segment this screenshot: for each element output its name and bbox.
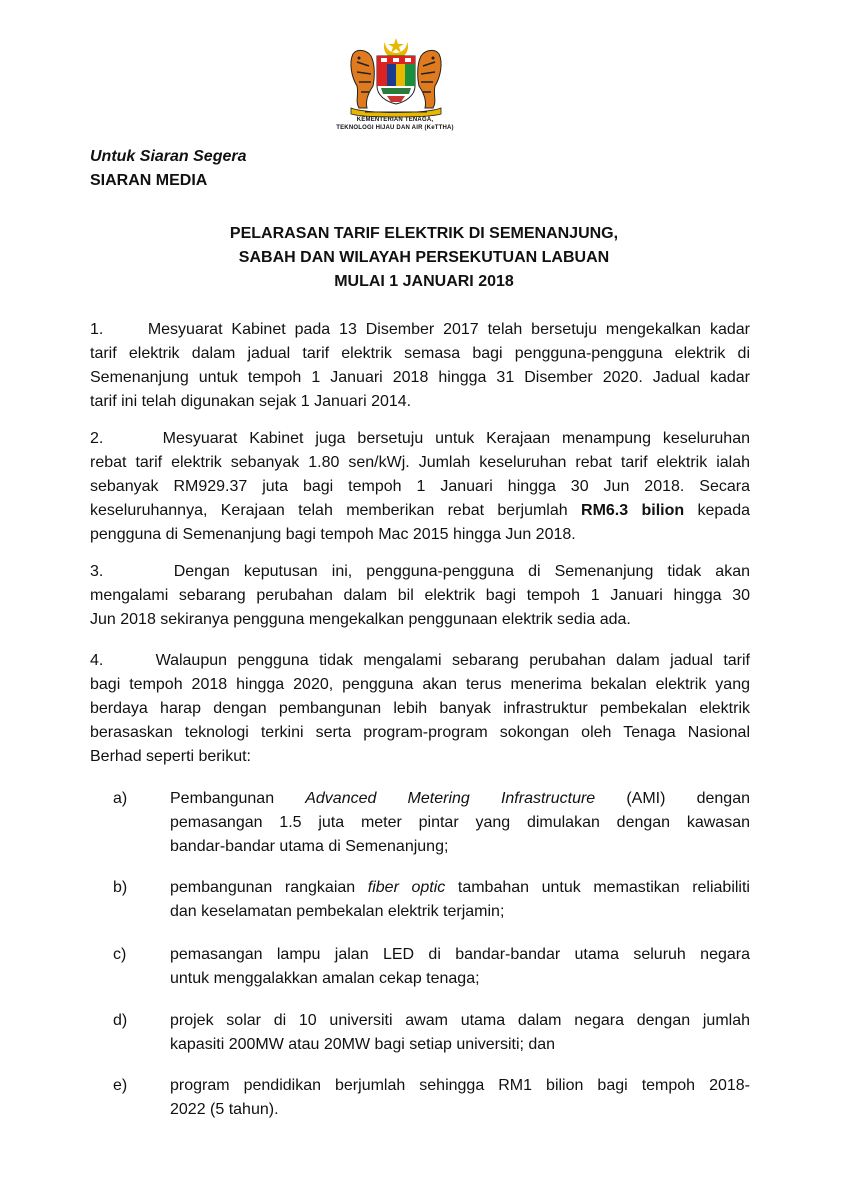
p4-line2: bagi tempoh 2018 hingga 2020, pengguna akan terus menerima bekalan elektrik yang bbox=[90, 676, 750, 693]
item-e-line2: 2022 (5 tahun). bbox=[170, 1101, 279, 1118]
item-b-line1-start: pembangunan rangkaian bbox=[170, 879, 368, 896]
p2-line2: rebat tarif elektrik sebanyak 1.80 sen/kWj. Jumlah keseluruhan rebat tarif elektrik ialah bbox=[90, 454, 750, 471]
p4-line3: berdaya harap dengan pembangunan lebih banyak infrastruktur pembekalan elektrik bbox=[90, 700, 750, 717]
item-a-line1-end: (AMI) dengan bbox=[595, 790, 750, 807]
media-release-label: SIARAN MEDIA bbox=[90, 172, 208, 189]
paragraph-2 bbox=[90, 427, 750, 547]
p1-line3: Semenanjung untuk tempoh 1 Januari 2018 hingga 31 Disember 2020. Jadual kadar bbox=[90, 369, 750, 386]
release-type-label: Untuk Siaran Segera bbox=[90, 148, 247, 165]
p1-line4: tarif ini telah digunakan sejak 1 Januari 2014. bbox=[90, 393, 412, 410]
paragraph-4 bbox=[90, 649, 750, 769]
title-line2: SABAH DAN WILAYAH PERSEKUTUAN LABUAN bbox=[238, 249, 610, 266]
p2-line1: 2. Mesyuarat Kabinet juga bersetuju untuk Kerajaan menampung keseluruhan bbox=[90, 430, 750, 447]
press-release-title bbox=[90, 222, 758, 294]
list-label-e: e) bbox=[113, 1077, 128, 1094]
ministry-line2: TEKNOLOGI HIJAU DAN AIR (KeTTHA) bbox=[336, 125, 454, 131]
item-a-line3: bandar-bandar utama di Semenanjung; bbox=[170, 838, 449, 855]
item-a-italic-term: Advanced Metering Infrastructure bbox=[305, 790, 596, 807]
p4-line1: 4. Walaupun pengguna tidak mengalami sebarang perubahan dalam jadual tarif bbox=[90, 652, 750, 669]
item-b-italic-term: fiber optic bbox=[367, 879, 446, 896]
p3-line1: 3. Dengan keputusan ini, pengguna-pengguna di Semenanjung tidak akan bbox=[90, 563, 750, 580]
item-c-line2: untuk menggalakkan amalan cekap tenaga; bbox=[170, 970, 480, 987]
title-line1: PELARASAN TARIF ELEKTRIK DI SEMENANJUNG, bbox=[229, 225, 619, 242]
item-b-line2: dan keselamatan pembekalan elektrik terjamin; bbox=[170, 903, 505, 920]
list-label-a: a) bbox=[113, 790, 128, 807]
item-a-line1 bbox=[170, 787, 750, 811]
p2-line4-tail: kepada bbox=[684, 502, 750, 519]
ministry-name bbox=[300, 116, 490, 132]
p3-line3: Jun 2018 sekiranya pengguna mengekalkan penggunaan elektrik sedia ada. bbox=[90, 611, 631, 628]
list-label-b: b) bbox=[113, 879, 128, 896]
p3-line2: mengalami sebarang perubahan dalam bil elektrik bagi tempoh 1 Januari hingga 30 bbox=[90, 587, 750, 604]
rebate-total-amount: RM6.3 bilion bbox=[581, 502, 685, 519]
title-line3: MULAI 1 JANUARI 2018 bbox=[334, 273, 514, 290]
item-a-line1-start: Pembangunan bbox=[170, 790, 306, 807]
item-e-line1: program pendidikan berjumlah sehingga RM1 bilion bagi tempoh 2018- bbox=[170, 1077, 750, 1094]
p2-line4 bbox=[90, 499, 750, 523]
coat-of-arms-icon bbox=[345, 36, 447, 118]
p1-line2: tarif elektrik dalam jadual tarif elektrik semasa bagi pengguna-pengguna elektrik di bbox=[90, 345, 750, 362]
paragraph-1 bbox=[90, 318, 750, 414]
item-c-line1: pemasangan lampu jalan LED di bandar-bandar utama seluruh negara bbox=[170, 946, 750, 963]
p2-line4-text: keseluruhannya, Kerajaan telah memberikan rebat berjumlah bbox=[90, 502, 582, 519]
item-d-line2: kapasiti 200MW atau 20MW bagi setiap universiti; dan bbox=[170, 1036, 556, 1053]
p4-line5: Berhad seperti berikut: bbox=[90, 748, 251, 765]
list-label-c: c) bbox=[113, 946, 127, 963]
item-a-line2: pemasangan 1.5 juta meter pintar yang dimulakan dengan kawasan bbox=[170, 814, 750, 831]
item-b-line1-end: tambahan untuk memastikan reliabiliti bbox=[445, 879, 750, 896]
p4-line4: berasaskan teknologi terkini serta program-program sokongan oleh Tenaga Nasional bbox=[90, 724, 750, 741]
p2-line5: pengguna di Semenanjung bagi tempoh Mac 2015 hingga Jun 2018. bbox=[90, 526, 576, 543]
item-d-line1: projek solar di 10 universiti awam utama dalam negara dengan jumlah bbox=[170, 1012, 750, 1029]
paragraph-3 bbox=[90, 560, 750, 632]
ministry-line1: KEMENTERIAN TENAGA, bbox=[356, 117, 434, 123]
p1-line1: 1. Mesyuarat Kabinet pada 13 Disember 2017 telah bersetuju mengekalkan kadar bbox=[90, 321, 750, 338]
list-label-d: d) bbox=[113, 1012, 128, 1029]
p2-line3: sebanyak RM929.37 juta bagi tempoh 1 Januari hingga 30 Jun 2018. Secara bbox=[90, 478, 750, 495]
item-b-line1 bbox=[170, 876, 750, 900]
